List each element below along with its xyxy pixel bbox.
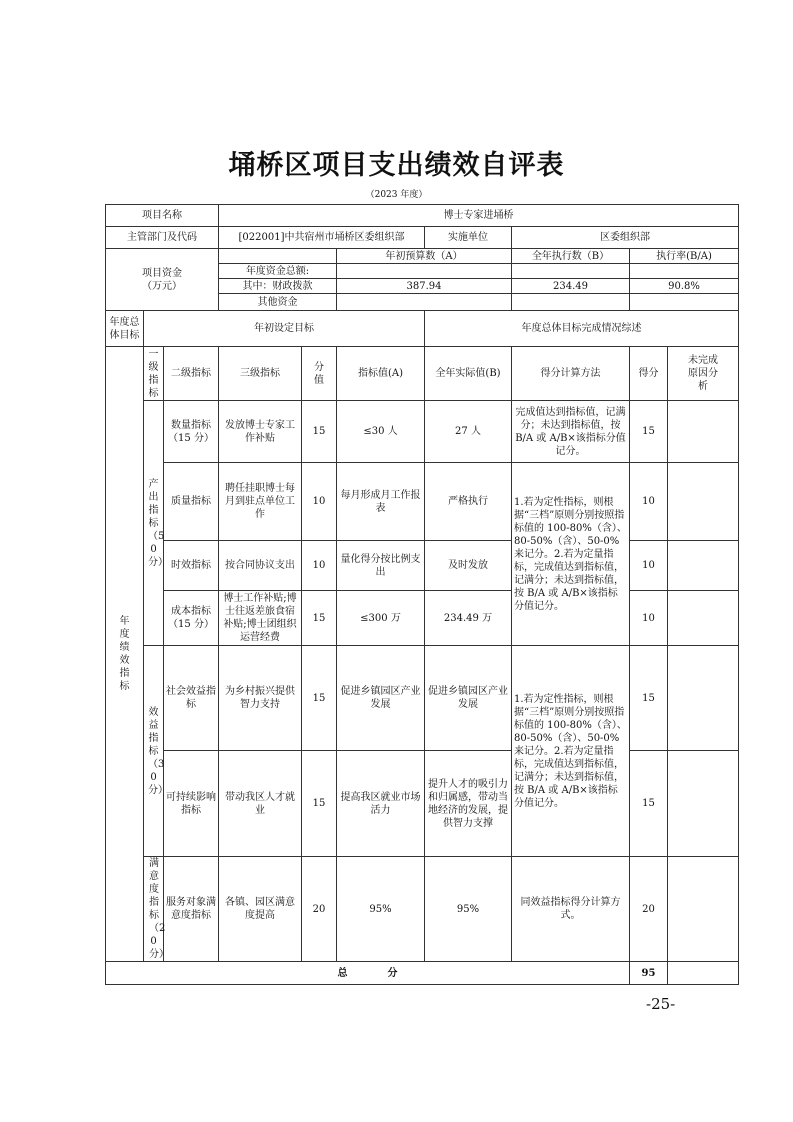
table-row-2-actual: 及时发放 xyxy=(425,541,512,591)
annual-goal-label: 年度总体目标 xyxy=(106,311,144,347)
department-value: [022001]中共宿州市埇桥区委组织部 xyxy=(219,227,425,249)
table-row-0-weight: 15 xyxy=(302,401,337,463)
table-row-5-weight: 15 xyxy=(302,751,337,857)
executed-col-header: 全年执行数（B） xyxy=(512,249,630,264)
reason-header-text: 未完成原因分析 xyxy=(688,355,719,392)
funds-label-line1: 项目资金 xyxy=(142,267,182,279)
table-row-4-weight: 15 xyxy=(302,646,337,751)
table-row-6-target: 95% xyxy=(337,857,425,962)
level1-header-text: 一级指标 xyxy=(148,348,159,399)
table-row-2-score: 10 xyxy=(630,541,668,591)
table-row-6-l2: 服务对象满意度指标 xyxy=(164,857,219,962)
table-row-4-l3: 为乡村振兴提供智力支持 xyxy=(219,646,302,751)
fiscal-funds-budget: 387.94 xyxy=(337,279,512,294)
table-row-4-target: 促进乡镇园区产业发展 xyxy=(337,646,425,751)
table-row-5-actual: 提升人才的吸引力和归属感，带动当地经济的发展，提供智力支撑 xyxy=(425,751,512,857)
total-score: 95 xyxy=(630,962,668,985)
implementing-unit-label: 实施单位 xyxy=(425,227,512,249)
table-row-2-l2: 时效指标 xyxy=(164,541,219,591)
table-row-5-score: 15 xyxy=(630,751,668,857)
table-row-3-target: ≤300 万 xyxy=(337,591,425,646)
table-row-1-actual: 严格执行 xyxy=(425,463,512,541)
table-row-3-weight: 15 xyxy=(302,591,337,646)
funds-label xyxy=(106,249,219,311)
table-row-4-actual: 促进乡镇园区产业发展 xyxy=(425,646,512,751)
table-row-6-l3: 各镇、园区满意度提高 xyxy=(219,857,302,962)
goal-summary-label: 年度总体目标完成情况综述 xyxy=(425,311,739,347)
table-row-4-l2: 社会效益指标 xyxy=(164,646,219,751)
table-row-1-score: 10 xyxy=(630,463,668,541)
table-row-4-score: 15 xyxy=(630,646,668,751)
table-row-3-reason xyxy=(668,591,739,646)
fiscal-funds-executed: 234.49 xyxy=(512,279,630,294)
other-funds-budget xyxy=(337,294,512,311)
satisfaction-indicator-text: 满意度指标（20分） xyxy=(149,858,169,960)
table-row-2-target: 量化得分按比例支出 xyxy=(337,541,425,591)
method-qualitative-benefit: 1.若为定性指标，则根据“三档”原则分别按照指标值的 100-80%（含）、80-50%（含）、50-0%来记分。2.若为定量指标，完成值达到指标值，记满分；未达到指标值，按 B/A 或 A/B×该指标分值记分。 xyxy=(512,646,630,857)
table-row-1-target: 每月形成月工作报表 xyxy=(337,463,425,541)
level3-header: 三级指标 xyxy=(219,347,302,401)
table-row-0-score: 15 xyxy=(630,401,668,463)
page-number: -25- xyxy=(646,995,676,1013)
table-row-2-reason xyxy=(668,541,739,591)
score-header: 得分 xyxy=(630,347,668,401)
output-indicator-text: 产出指标（50分） xyxy=(148,478,168,568)
total-label: 总 分 xyxy=(106,962,630,985)
table-row-6-score: 20 xyxy=(630,857,668,962)
table-row-6-reason xyxy=(668,857,739,962)
report-year: （2023 年度） xyxy=(365,190,428,200)
table-row-0-actual: 27 人 xyxy=(425,401,512,463)
method-header: 得分计算方法 xyxy=(512,347,630,401)
other-funds-executed xyxy=(512,294,630,311)
benefit-indicator-text: 效益指标（30分） xyxy=(148,706,168,796)
fiscal-funds-rate: 90.8% xyxy=(630,279,739,294)
rate-col-header: 执行率(B/A) xyxy=(630,249,739,264)
fiscal-funds-label: 其中：财政拨款 xyxy=(219,279,337,294)
table-row-5-target: 提高我区就业市场活力 xyxy=(337,751,425,857)
funds-label-line2: （万元） xyxy=(142,280,182,292)
table-row-6-weight: 20 xyxy=(302,857,337,962)
benefit-indicator-group xyxy=(144,646,168,857)
total-funds-label: 年度资金总额: xyxy=(219,264,337,279)
table-row-0-target: ≤30 人 xyxy=(337,401,425,463)
other-funds-rate xyxy=(630,294,739,311)
total-reason xyxy=(668,962,739,985)
table-row-5-l3: 带动我区人才就业 xyxy=(219,751,302,857)
initial-goal-label: 年初设定目标 xyxy=(144,311,425,347)
total-funds-executed xyxy=(512,264,630,279)
table-row-2-l3: 按合同协议支出 xyxy=(219,541,302,591)
weight-header-text: 分值 xyxy=(314,361,324,386)
level1-header xyxy=(144,347,164,401)
reason-header xyxy=(668,347,739,401)
output-indicator-group xyxy=(144,401,168,646)
satisfaction-indicator-group xyxy=(144,857,169,962)
table-row-4-reason xyxy=(668,646,739,751)
table-row-1-l2: 质量指标 xyxy=(164,463,219,541)
method-quantity: 完成值达到指标值，记满分；未达到指标值，按 B/A 或 A/B×该指标分值记分。 xyxy=(512,401,630,463)
evaluation-table xyxy=(105,204,739,985)
implementing-unit-value: 区委组织部 xyxy=(512,227,739,249)
table-row-3-l3: 博士工作补贴;博士往返差旅食宿补贴;博士团组织运营经费 xyxy=(219,591,302,646)
table-row-2-weight: 10 xyxy=(302,541,337,591)
method-satisfaction: 同效益指标得分计算方式。 xyxy=(512,857,630,962)
table-row-0-l3: 发放博士专家工作补贴 xyxy=(219,401,302,463)
table-row-1-reason xyxy=(668,463,739,541)
funds-header-blank xyxy=(219,249,337,264)
table-row-0-reason xyxy=(668,401,739,463)
table-row-5-reason xyxy=(668,751,739,857)
performance-indicators-label xyxy=(106,347,144,962)
weight-header xyxy=(302,347,337,401)
table-row-3-l2: 成本指标（15 分） xyxy=(164,591,219,646)
performance-indicators-text: 年度绩效指标 xyxy=(119,616,130,692)
other-funds-label: 其他资金 xyxy=(219,294,337,311)
method-qualitative-output: 1.若为定性指标，则根据“三档”原则分别按照指标值的 100-80%（含）、80-50%（含）、50-0%来记分。2.若为定量指标，完成值达到指标值，记满分；未达到指标值，按 B/A 或 A/B×该指标分值记分。 xyxy=(512,463,630,646)
budget-col-header: 年初预算数（A） xyxy=(337,249,512,264)
table-row-1-l3: 聘任挂职博士每月到驻点单位工作 xyxy=(219,463,302,541)
table-row-0-l2: 数量指标（15 分） xyxy=(164,401,219,463)
total-funds-budget xyxy=(337,264,512,279)
table-row-3-score: 10 xyxy=(630,591,668,646)
level2-header: 二级指标 xyxy=(164,347,219,401)
table-row-1-weight: 10 xyxy=(302,463,337,541)
actual-header: 全年实际值(B) xyxy=(425,347,512,401)
target-header: 指标值(A) xyxy=(337,347,425,401)
table-row-5-l2: 可持续影响指标 xyxy=(164,751,219,857)
table-row-6-actual: 95% xyxy=(425,857,512,962)
project-name-value: 博士专家进埇桥 xyxy=(219,205,739,227)
department-label: 主管部门及代码 xyxy=(106,227,219,249)
table-row-3-actual: 234.49 万 xyxy=(425,591,512,646)
page-title: 埇桥区项目支出绩效自评表 xyxy=(228,150,565,181)
project-name-label: 项目名称 xyxy=(106,205,219,227)
total-funds-rate xyxy=(630,264,739,279)
